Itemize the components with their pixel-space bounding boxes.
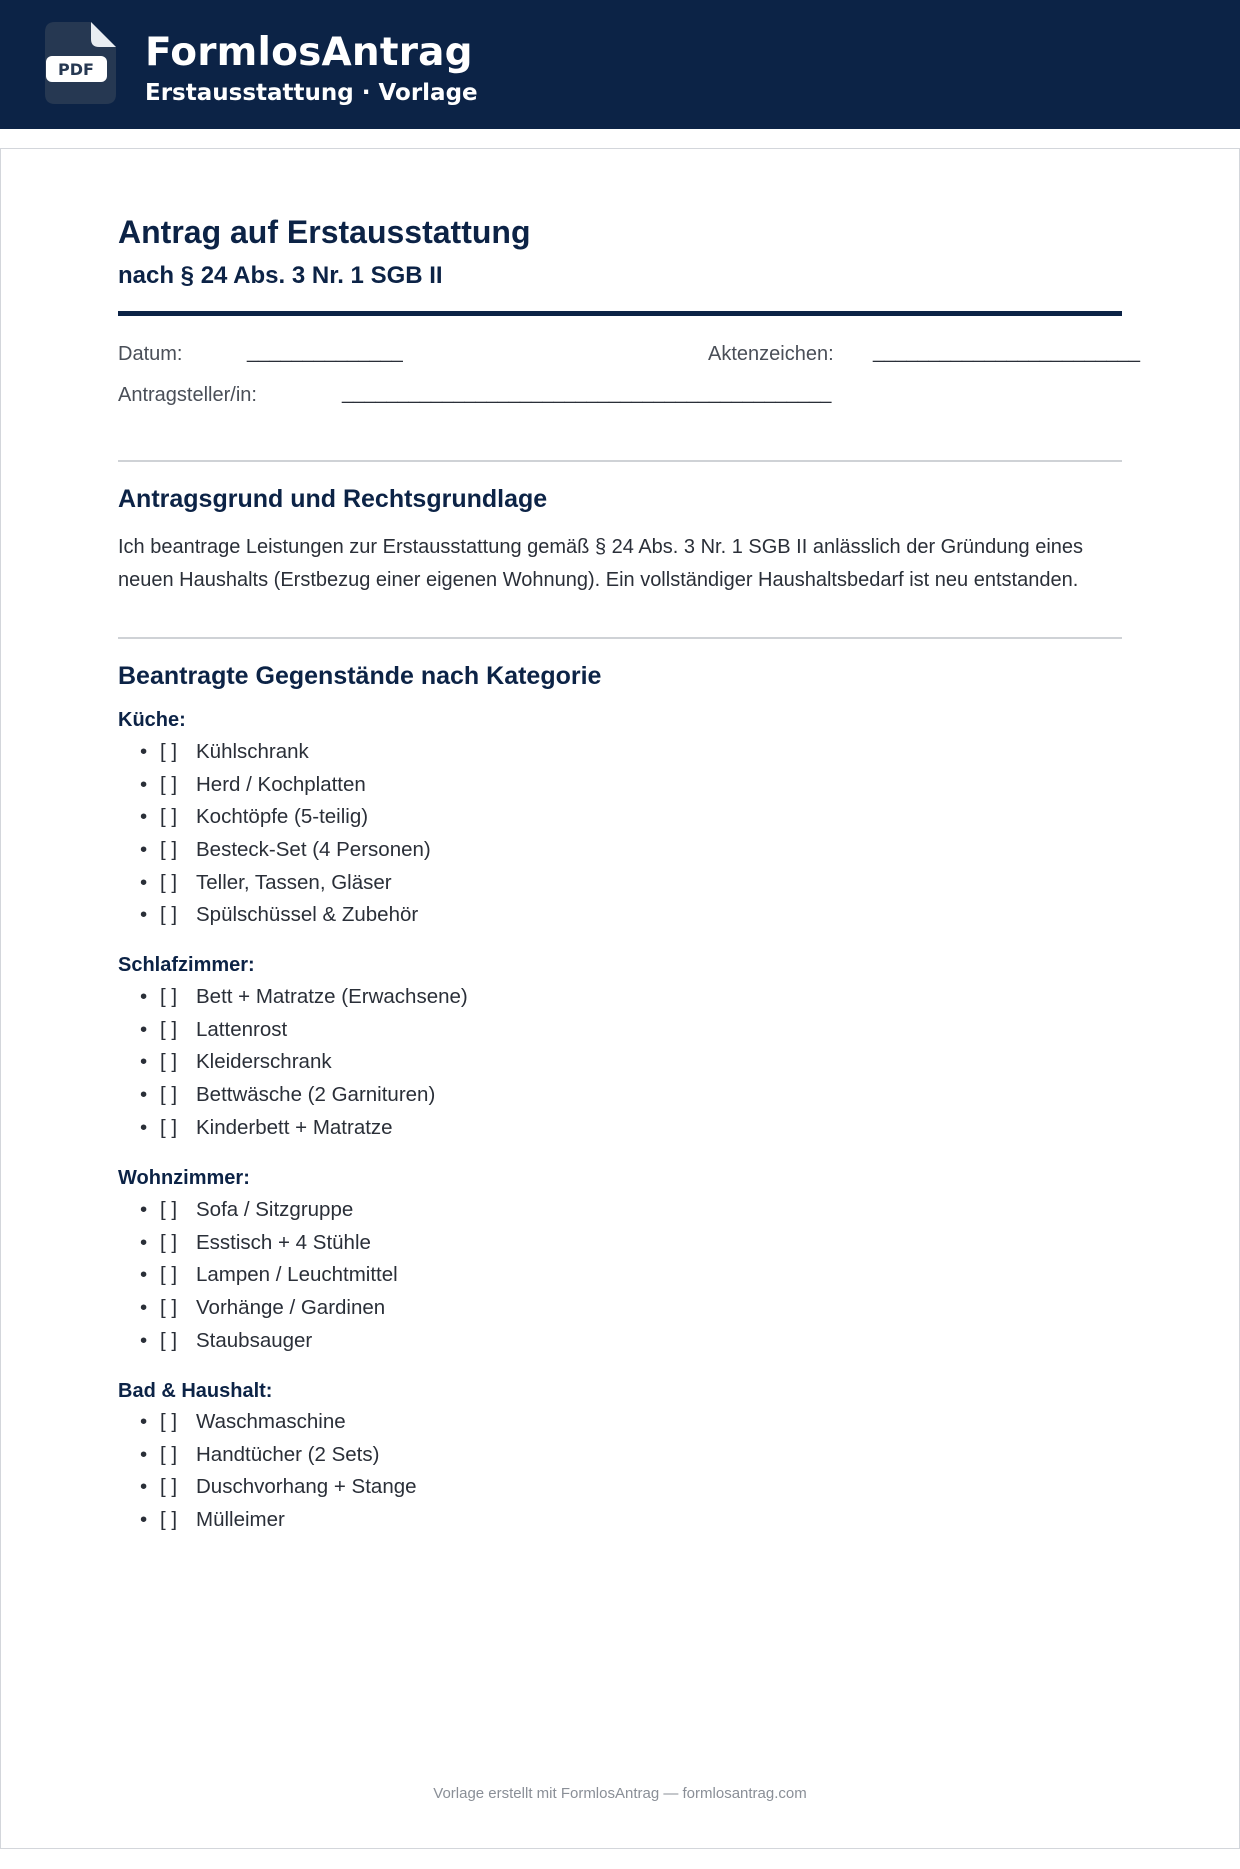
bullet: •: [140, 1410, 148, 1433]
pdf-file-icon: [45, 22, 116, 104]
checkbox[interactable]: [ ]: [160, 740, 178, 763]
bullet: •: [140, 1296, 148, 1320]
list-item: [140, 801, 431, 834]
title-divider: [118, 311, 1122, 316]
checkbox[interactable]: [ ]: [160, 1017, 178, 1041]
list-item: [140, 1325, 398, 1358]
bullet: •: [140, 1115, 148, 1139]
checkbox[interactable]: [ ]: [160, 1115, 178, 1139]
checkbox[interactable]: [ ]: [160, 1198, 178, 1221]
checkbox[interactable]: [ ]: [160, 985, 178, 1008]
item-label: Bettwäsche (2 Garnituren): [196, 1083, 436, 1107]
item-label: Waschmaschine: [196, 1410, 346, 1433]
item-label: Kühlschrank: [196, 740, 309, 763]
checkbox[interactable]: [ ]: [160, 1508, 178, 1532]
checkbox[interactable]: [ ]: [160, 1475, 178, 1499]
item-label: Kochtöpfe (5-teilig): [196, 805, 369, 829]
bullet: •: [140, 1442, 148, 1466]
reason-heading: Antragsgrund und Rechtsgrundlage: [118, 485, 548, 513]
bathroom-items: [140, 1406, 417, 1537]
item-label: Lampen / Leuchtmittel: [196, 1263, 398, 1287]
checkbox[interactable]: [ ]: [160, 903, 178, 927]
file-number-field[interactable]: ________________________: [873, 341, 1140, 363]
checkbox[interactable]: [ ]: [160, 772, 178, 796]
item-label: Kleiderschrank: [196, 1050, 332, 1074]
checkbox[interactable]: [ ]: [160, 1328, 178, 1352]
item-label: Esstisch + 4 Stühle: [196, 1230, 371, 1254]
document-title: Antrag auf Erstausstattung: [118, 214, 531, 250]
bullet: •: [140, 985, 148, 1008]
bullet: •: [140, 1263, 148, 1287]
list-item: [140, 1227, 398, 1260]
list-item: [140, 981, 468, 1014]
item-label: Spülschüssel & Zubehör: [196, 903, 419, 927]
item-label: Handtücher (2 Sets): [196, 1442, 380, 1466]
list-item: [140, 1194, 398, 1227]
item-label: Bett + Matratze (Erwachsene): [196, 985, 468, 1008]
list-item: [140, 1504, 417, 1537]
bullet: •: [140, 1475, 148, 1499]
bedroom-items: [140, 981, 468, 1144]
app-header: [0, 0, 1240, 129]
document-subtitle: nach § 24 Abs. 3 Nr. 1 SGB II: [118, 262, 443, 289]
bullet: •: [140, 1083, 148, 1107]
applicant-field[interactable]: ____________________________________________: [342, 382, 832, 404]
bullet: •: [140, 903, 148, 927]
footer-credit: Vorlage erstellt mit FormlosAntrag — formlosantrag.com: [433, 1785, 807, 1802]
bullet: •: [140, 1017, 148, 1041]
list-item: [140, 1046, 468, 1079]
item-label: Besteck-Set (4 Personen): [196, 838, 431, 862]
item-label: Duschvorhang + Stange: [196, 1475, 417, 1499]
bullet: •: [140, 838, 148, 862]
item-label: Staubsauger: [196, 1328, 313, 1352]
category-label-bedroom: Schlafzimmer:: [118, 954, 255, 976]
list-item: [140, 1439, 417, 1472]
brand-subtitle: Erstausstattung · Vorlage: [145, 80, 478, 106]
list-item: [140, 834, 431, 867]
category-label-bathroom: Bad & Haushalt:: [118, 1380, 273, 1402]
section-divider: [118, 637, 1122, 639]
list-item: [140, 769, 431, 802]
list-item: [140, 1471, 417, 1504]
date-field[interactable]: ______________: [247, 341, 403, 363]
checkbox[interactable]: [ ]: [160, 1050, 178, 1074]
checkbox[interactable]: [ ]: [160, 1410, 178, 1433]
item-label: Kinderbett + Matratze: [196, 1115, 393, 1139]
file-number-label: Aktenzeichen:: [708, 343, 834, 365]
reason-text: Ich beantrage Leistungen zur Erstausstattung gemäß § 24 Abs. 3 Nr. 1 SGB II anlässlich der Gründung eines neuen Haushalts (Erstbezug einer eigenen Wohnung). Ein vollständiger Haushaltsbedarf ist neu entstanden.: [118, 536, 1084, 591]
date-label: Datum:: [118, 343, 183, 365]
bullet: •: [140, 1230, 148, 1254]
checkbox[interactable]: [ ]: [160, 1263, 178, 1287]
checkbox[interactable]: [ ]: [160, 838, 178, 862]
checkbox[interactable]: [ ]: [160, 1296, 178, 1320]
bullet: •: [140, 1508, 148, 1532]
item-label: Mülleimer: [196, 1508, 285, 1532]
checkbox[interactable]: [ ]: [160, 1230, 178, 1254]
category-label-living-room: Wohnzimmer:: [118, 1167, 250, 1189]
item-label: Lattenrost: [196, 1017, 288, 1041]
bullet: •: [140, 805, 148, 829]
item-label: Vorhänge / Gardinen: [196, 1296, 386, 1320]
list-item: [140, 1079, 468, 1112]
item-label: Sofa / Sitzgruppe: [196, 1198, 354, 1221]
bullet: •: [140, 740, 148, 763]
applicant-label: Antragsteller/in:: [118, 384, 257, 406]
kitchen-items: [140, 736, 431, 932]
bullet: •: [140, 1198, 148, 1221]
item-label: Teller, Tassen, Gläser: [196, 870, 392, 894]
list-item: [140, 1292, 398, 1325]
section-divider: [118, 460, 1122, 462]
bullet: •: [140, 1328, 148, 1352]
checkbox[interactable]: [ ]: [160, 1442, 178, 1466]
checkbox[interactable]: [ ]: [160, 805, 178, 829]
bullet: •: [140, 772, 148, 796]
checkbox[interactable]: [ ]: [160, 870, 178, 894]
items-heading: Beantragte Gegenstände nach Kategorie: [118, 662, 602, 690]
list-item: [140, 899, 431, 932]
brand-title: FormlosAntrag: [145, 30, 473, 75]
bullet: •: [140, 1050, 148, 1074]
list-item: [140, 1112, 468, 1145]
list-item: [140, 1406, 417, 1439]
list-item: [140, 867, 431, 900]
list-item: [140, 1259, 398, 1292]
pdf-icon-label: PDF: [58, 60, 94, 79]
bullet: •: [140, 870, 148, 894]
list-item: [140, 736, 431, 769]
list-item: [140, 1014, 468, 1047]
living-room-items: [140, 1194, 398, 1357]
item-label: Herd / Kochplatten: [196, 772, 366, 796]
checkbox[interactable]: [ ]: [160, 1083, 178, 1107]
category-label-kitchen: Küche:: [118, 709, 186, 731]
